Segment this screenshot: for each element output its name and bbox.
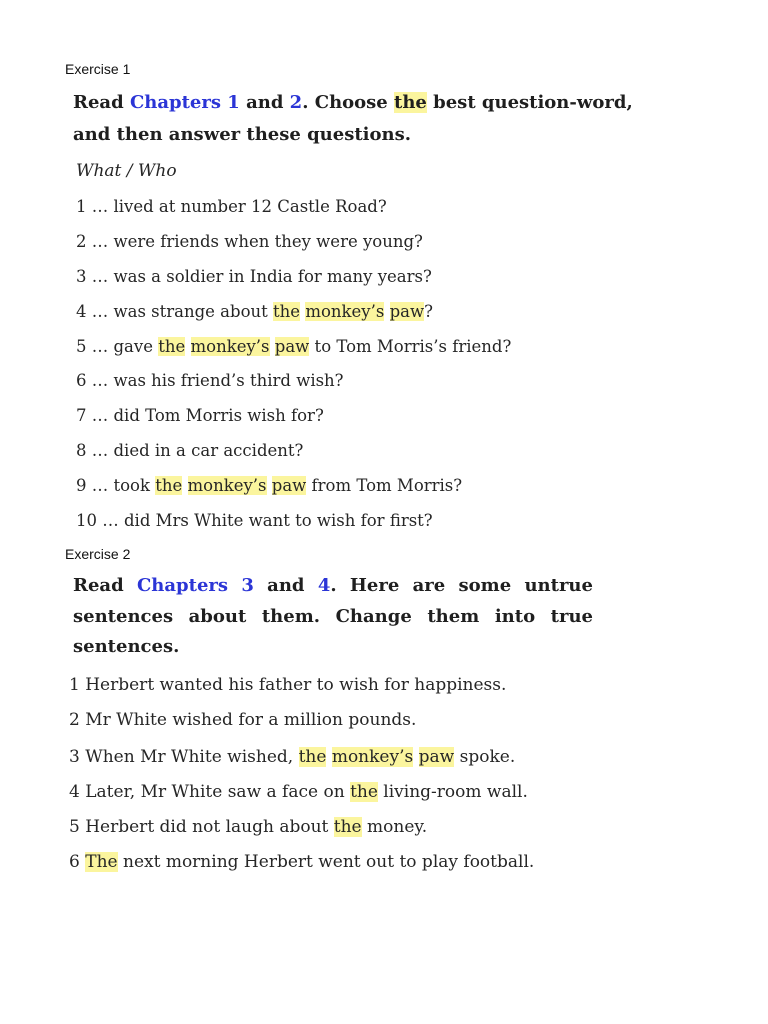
- exercise-1-label: Exercise 1: [65, 61, 131, 77]
- highlighted-word: The: [85, 852, 118, 872]
- highlighted-word: the: [394, 92, 427, 113]
- instruction-text: and: [239, 92, 290, 113]
- chapter-number: 4: [317, 575, 331, 596]
- highlighted-word: paw: [271, 476, 307, 495]
- highlighted-word: the: [298, 747, 327, 767]
- question-item: 4 … was strange about the monkey’s paw?: [76, 302, 433, 321]
- chapters-link: Chapters 3: [136, 575, 254, 596]
- chapter-number: 2: [289, 92, 303, 113]
- highlighted-word: monkey’s: [305, 302, 385, 321]
- highlighted-word: paw: [418, 747, 455, 767]
- instruction-text: best question-word,: [426, 92, 633, 113]
- instruction-text: . Here are some untrue sentences about them. Change them into true sentences.: [73, 575, 593, 657]
- exercise-2-label: Exercise 2: [65, 546, 131, 562]
- highlighted-word: the: [333, 817, 362, 837]
- instruction-text: Read: [73, 92, 130, 113]
- highlighted-word: the: [155, 476, 183, 495]
- question-item: 10 … did Mrs White want to wish for first?: [76, 511, 433, 530]
- highlighted-word: the: [158, 337, 186, 356]
- highlighted-word: monkey’s: [331, 747, 414, 767]
- highlighted-word: the: [350, 782, 378, 802]
- sentence-item: 6 The next morning Herbert went out to play football.: [69, 852, 535, 872]
- question-item: 1 … lived at number 12 Castle Road?: [76, 197, 387, 216]
- exercise-1-instruction-line-1: [73, 92, 633, 113]
- highlighted-word: paw: [274, 337, 310, 356]
- question-item: 7 … did Tom Morris wish for?: [76, 406, 324, 425]
- instruction-text: Read: [73, 575, 137, 596]
- highlighted-word: paw: [389, 302, 425, 321]
- highlighted-word: monkey’s: [187, 476, 267, 495]
- exercise-2-instruction: [73, 571, 593, 663]
- question-item: 2 … were friends when they were young?: [76, 232, 423, 251]
- sentence-item: 3 When Mr White wished, the monkey’s paw spoke.: [69, 747, 516, 767]
- sentence-item: 5 Herbert did not laugh about the money.: [69, 817, 428, 837]
- instruction-text: . Choose: [302, 92, 395, 113]
- question-item: 6 … was his friend’s third wish?: [76, 371, 344, 390]
- sentence-item: 2 Mr White wished for a million pounds.: [69, 710, 417, 730]
- instruction-text: and: [253, 575, 318, 596]
- question-item: 9 … took the monkey’s paw from Tom Morris?: [76, 476, 463, 495]
- sentence-item: 1 Herbert wanted his father to wish for happiness.: [69, 675, 507, 695]
- highlighted-word: monkey’s: [190, 337, 270, 356]
- question-item: 8 … died in a car accident?: [76, 441, 304, 460]
- sentence-item: 4 Later, Mr White saw a face on the living-room wall.: [69, 782, 528, 802]
- exercise-1-instruction-line-2: and then answer these questions.: [73, 124, 412, 145]
- highlighted-word: the: [273, 302, 301, 321]
- question-item: 3 … was a soldier in India for many years?: [76, 267, 432, 286]
- chapters-link: Chapters 1: [129, 92, 240, 113]
- question-word-hint: What / Who: [76, 161, 177, 181]
- question-item: 5 … gave the monkey’s paw to Tom Morris’s friend?: [76, 337, 512, 356]
